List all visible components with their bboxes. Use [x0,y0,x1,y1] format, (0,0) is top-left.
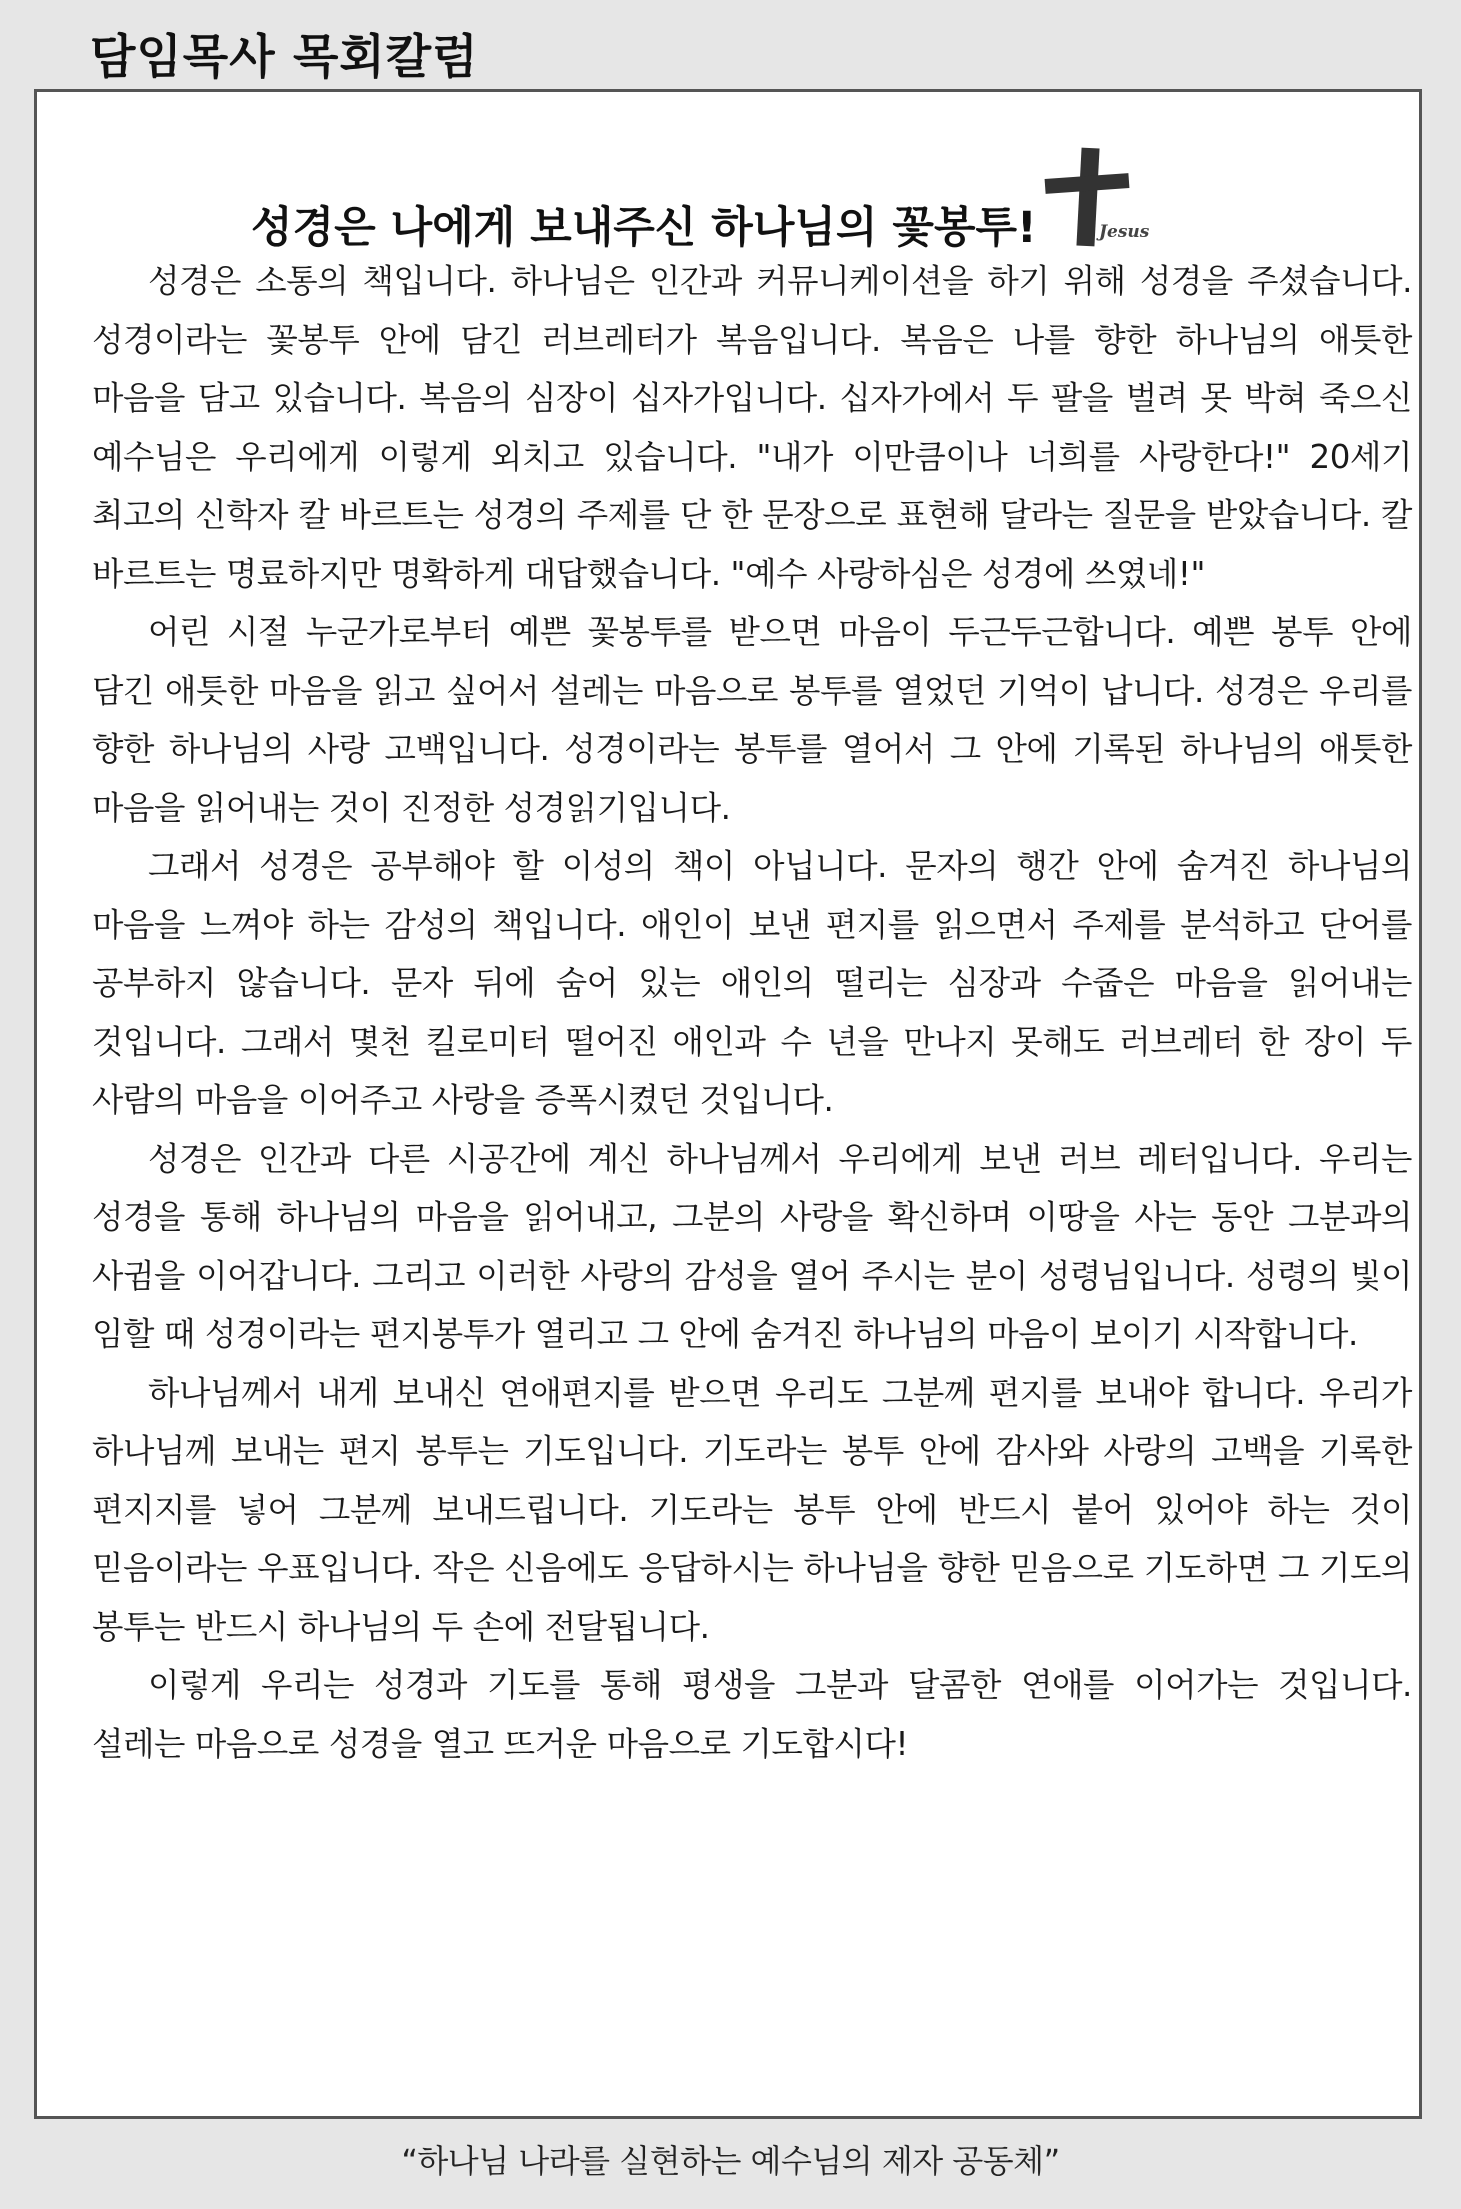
paragraph: 하나님께서 내게 보내신 연애편지를 받으면 우리도 그분께 편지를 보내야 합니다. 우리가 하나님께 보내는 편지 봉투는 기도입니다. 기도라는 봉투 안에 감사와 사랑의 고백을 기록한 편지지를 넣어 그분께 보내드립니다. 기도라는 봉투 안에 반드시 붙어 있어야 하는 것이 믿음이라는 우표입니다. 작은 신음에도 응답하시는 하나님을 향한 믿음으로 기도하면 그 기도의 봉투는 반드시 하나님의 두 손에 전달됩니다. [92,1373,1412,1646]
jesus-logo-text: Jesus [1099,222,1150,242]
article-title-row [37,144,1419,254]
cross-icon [1039,144,1159,254]
paragraph: 성경은 소통의 책입니다. 하나님은 인간과 커뮤니케이션을 하기 위해 성경을 주셨습니다. 성경이라는 꽃봉투 안에 담긴 러브레터가 복음입니다. 복음은 나를 향한 하나님의 애틋한 마음을 담고 있습니다. 복음의 심장이 십자가입니다. 십자가에서 두 팔을 벌려 못 박혀 죽으신 예수님은 우리에게 이렇게 외치고 있습니다. "내가 이만큼이나 너희를 사랑한다!" 20세기 최고의 신학자 칼 바르트는 성경의 주제를 단 한 문장으로 표현해 달라는 질문을 받았습니다. 칼 바르트는 명료하지만 명확하게 대답했습니다. "예수 사랑하심은 성경에 쓰였네!" [92,262,1412,593]
section-title: 담임목사 목회칼럼 [90,30,479,85]
column-box [34,89,1422,2119]
footer-motto: “하나님 나라를 실현하는 예수님의 제자 공동체” [401,2142,1060,2180]
paragraph: 성경은 인간과 다른 시공간에 계신 하나님께서 우리에게 보낸 러브 레터입니다. 우리는 성경을 통해 하나님의 마음을 읽어내고, 그분의 사랑을 확신하며 이땅을 사는 동안 그분과의 사귐을 이어갑니다. 그리고 이러한 사랑의 감성을 열어 주시는 분이 성령님입니다. 성령의 빛이 임할 때 성경이라는 편지봉투가 열리고 그 안에 숨겨진 하나님의 마음이 보이기 시작합니다. [92,1139,1412,1353]
paragraph: 이렇게 우리는 성경과 기도를 통해 평생을 그분과 달콤한 연애를 이어가는 것입니다. 설레는 마음으로 성경을 열고 뜨거운 마음으로 기도합시다! [92,1666,1412,1763]
paragraph: 그래서 성경은 공부해야 할 이성의 책이 아닙니다. 문자의 행간 안에 숨겨진 하나님의 마음을 느껴야 하는 감성의 책입니다. 애인이 보낸 편지를 읽으면서 주제를 분석하고 단어를 공부하지 않습니다. 문자 뒤에 숨어 있는 애인의 떨리는 심장과 수줍은 마음을 읽어내는 것입니다. 그래서 몇천 킬로미터 떨어진 애인과 수 년을 만나지 못해도 러브레터 한 장이 두 사람의 마음을 이어주고 사랑을 증폭시켰던 것입니다. [92,847,1412,1119]
paragraph: 어린 시절 누군가로부터 예쁜 꽃봉투를 받으면 마음이 두근두근합니다. 예쁜 봉투 안에 담긴 애틋한 마음을 읽고 싶어서 설레는 마음으로 봉투를 열었던 기억이 납니다. 성경은 우리를 향한 하나님의 사랑 고백입니다. 성경이라는 봉투를 열어서 그 안에 기록된 하나님의 애틋한 마음을 읽어내는 것이 진정한 성경읽기입니다. [92,613,1412,827]
article-title: 성경은 나에게 보내주신 하나님의 꽃봉투! [251,203,1037,253]
article-body [92,252,1412,1773]
cross-vertical-bar [1076,148,1099,247]
cross-horizontal-bar [1045,173,1130,194]
